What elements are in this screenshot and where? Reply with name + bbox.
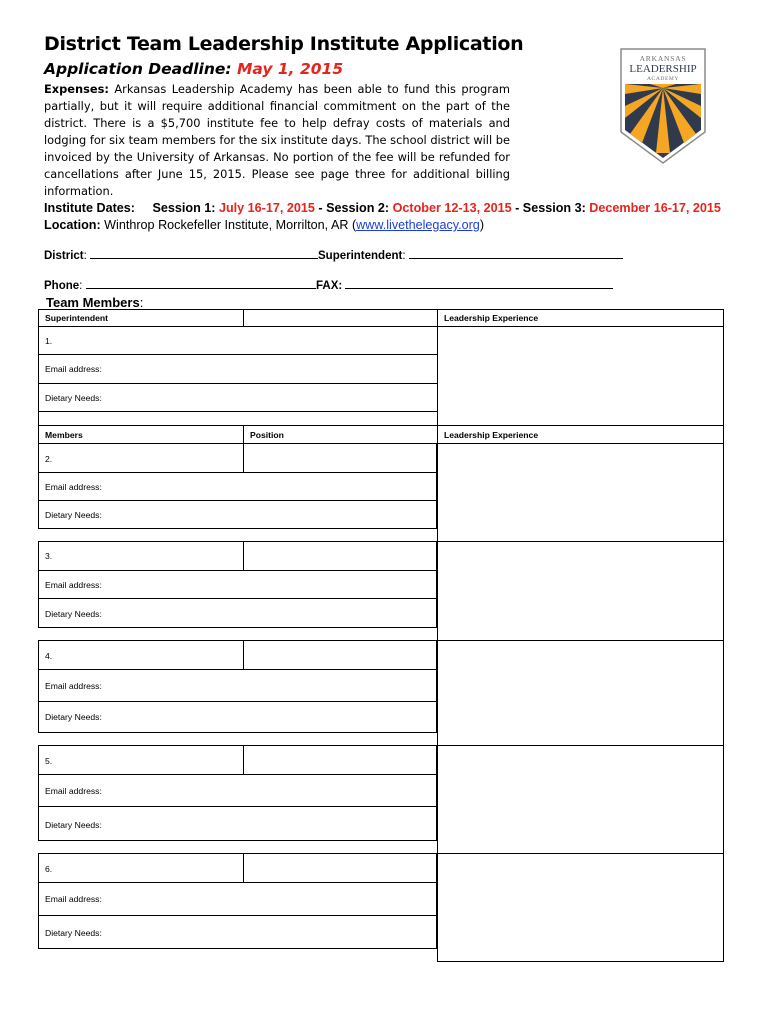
member-experience-5[interactable] <box>437 745 724 854</box>
dietary-label: Dietary Needs: <box>45 712 102 722</box>
deadline-date: May 1, 2015 <box>236 60 344 78</box>
email-label: Email address: <box>45 786 102 796</box>
email-label: Email address: <box>45 580 102 590</box>
phone-label: Phone <box>44 280 80 292</box>
location-label: Location: <box>44 218 101 232</box>
email-label: Email address: <box>45 364 102 374</box>
district-field: District: <box>44 250 318 262</box>
expenses-paragraph <box>44 81 510 200</box>
dietary-label: Dietary Needs: <box>45 928 102 938</box>
row-number: 2. <box>45 454 53 464</box>
experience-column-header: Leadership Experience <box>444 430 539 440</box>
member-experience-6[interactable] <box>437 853 724 962</box>
session2-label: - Session 2: <box>318 201 390 215</box>
location-close: ) <box>479 218 485 232</box>
session1-date: July 16-17, 2015 <box>218 201 315 215</box>
institute-dates <box>44 201 721 215</box>
email-label: Email address: <box>45 482 102 492</box>
row-number: 5. <box>45 756 53 766</box>
logo-line3: ACADEMY <box>646 76 680 82</box>
dietary-label: Dietary Needs: <box>45 393 102 403</box>
email-label: Email address: <box>45 681 102 691</box>
expenses-text: Arkansas Leadership Academy has been able to fund this program partially, but it will require additional financial commitment on the part of the district. There is a $5,700 institute fee to help defray costs of materials and lodging for six team members for the six institute days. The school district will be invoiced by the University of Arkansas. No portion of the fee will be refunded for cancellations after June 15, 2015. Please see page three for additional billing information. <box>44 82 511 198</box>
row-number: 3. <box>45 551 53 561</box>
dietary-label: Dietary Needs: <box>45 609 102 619</box>
row-number: 6. <box>45 864 53 874</box>
member-experience-4[interactable] <box>437 640 724 746</box>
session1-label: Session 1: <box>152 201 216 215</box>
experience-column-header: Leadership Experience <box>444 313 539 323</box>
sunburst-icon <box>625 84 701 158</box>
members-column-header: Members <box>45 430 83 440</box>
location-line <box>44 218 484 232</box>
session2-date: October 12-13, 2015 <box>392 201 512 215</box>
position-column-header: Position <box>250 430 284 440</box>
dietary-label: Dietary Needs: <box>45 820 102 830</box>
superintendent-label: Superintendent <box>318 250 403 262</box>
dietary-label: Dietary Needs: <box>45 510 102 520</box>
team-members-heading: Team Members: <box>46 295 144 310</box>
logo-line1: ARKANSAS <box>639 54 687 63</box>
superintendent-input[interactable] <box>409 257 623 259</box>
member-experience-2[interactable] <box>437 443 724 542</box>
fax-label: FAX: <box>316 280 343 292</box>
district-label: District <box>44 250 84 262</box>
phone-field: Phone: <box>44 280 316 292</box>
institute-dates-label: Institute Dates: <box>44 201 135 215</box>
session3-date: December 16-17, 2015 <box>589 201 721 215</box>
fax-input[interactable] <box>345 287 613 289</box>
superintendent-column-header: Superintendent <box>45 313 109 323</box>
logo-line2: LEADERSHIP <box>629 63 697 75</box>
email-label: Email address: <box>45 894 102 904</box>
phone-input[interactable] <box>86 287 316 289</box>
superintendent-field: Superintendent: <box>318 250 623 262</box>
expenses-label: Expenses: <box>44 82 109 96</box>
fax-field <box>316 280 613 292</box>
row-number: 1. <box>45 336 53 346</box>
members-header-row <box>38 425 724 444</box>
page-title: District Team Leadership Institute Application <box>44 33 524 55</box>
session3-label: - Session 3: <box>515 201 586 215</box>
member-experience-3[interactable] <box>437 541 724 641</box>
arkansas-leadership-academy-logo <box>620 48 706 164</box>
application-deadline <box>44 60 343 78</box>
website-link[interactable]: www.livethelegacy.org <box>356 218 480 232</box>
district-input[interactable] <box>90 257 318 259</box>
row-number: 4. <box>45 651 53 661</box>
location-text: Winthrop Rockefeller Institute, Morrilton, AR ( <box>104 218 357 232</box>
deadline-label: Application Deadline: <box>44 60 232 78</box>
